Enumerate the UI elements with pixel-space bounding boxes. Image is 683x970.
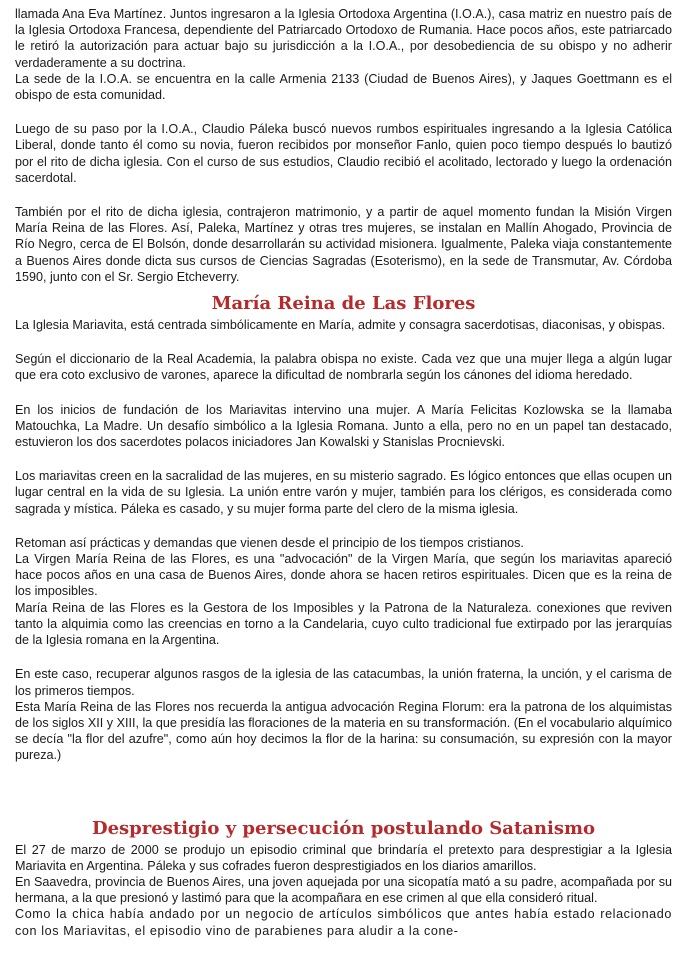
section1-paragraph-9: Esta María Reina de las Flores nos recuerda la antigua advocación Regina Florum: era la patrona de los alquimistas de los siglos XII y XIII, la que presidía las floraciones de la materia en su transformación. (En el vocabulario alquímico se decía "la flor del azufre", como aún hoy decimos la flor de la harina: su consumación, su expresión con la mayor pureza.): [15, 699, 672, 763]
section1-paragraph-6: La Virgen María Reina de las Flores, es una "advocación" de la Virgen María, que según los mariavitas apareció hace pocos años en una casa de Buenos Aires, donde ahora se hacen retiros espirituales. Dicen que es la reina de los imposibles.: [15, 552, 672, 599]
section-spacer: [15, 782, 672, 816]
intro-paragraph-2: La sede de la I.O.A. se encuentra en la calle Armenia 2133 (Ciudad de Buenos Aires), y Jaques Goettmann es el obispo de esta comunidad.: [15, 71, 672, 103]
section1-paragraph-2: Según el diccionario de la Real Academia, la palabra obispa no existe. Cada vez que una mujer llega a algún lugar que era coto exclusivo de varones, aparece la dificultad de nombrarla según los cánones del idioma heredado.: [15, 352, 672, 383]
section1-paragraph-7: María Reina de las Flores es la Gestora de los Imposibles y la Patrona de la Naturaleza. conexiones que reviven tanto la alquimia como las creencias en torno a la Candelaria, cuyo culto tradicional fue extirpado por las jerarquías de la Iglesia romana en la Argentina.: [15, 600, 672, 648]
section1-paragraph-8: En este caso, recuperar algunos rasgos de la iglesia de las catacumbas, la unión fraterna, la unción, y el carisma de los primeros tiempos.: [15, 667, 672, 698]
intro-paragraph-4: También por el rito de dicha iglesia, contrajeron matrimonio, y a partir de aquel momento fundan la Misión Virgen María Reina de las Flores. Así, Paleka, Martínez y otras tres mujeres, se instalan en Mallín Ahogado, Provincia de Río Negro, cerca de El Bolsón, donde desarrollarán su actividad misionera. Igualmente, Paleka viaja constantemente a Buenos Aires donde dicta sus cursos de Ciencias Sagradas (Esoterismo), en la sede de Transmutar, Av. Córdoba 1590, junto con el Sr. Sergio Etcheverry.: [15, 205, 672, 284]
section-title-maria-reina: María Reina de Las Flores: [211, 293, 476, 315]
section1-paragraph-4: Los mariavitas creen en la sacralidad de las mujeres, en su misterio sagrado. Es lógico entonces que ellas ocupen un lugar central en la vida de su Iglesia. La unión entre varón y mujer, también para los clérigos, es considerada como sagrada y mística. Páleka es casado, y su mujer forma parte del clero de la misma iglesia.: [15, 469, 672, 516]
section1-paragraph-3: En los inicios de fundación de los Mariavitas intervino una mujer. A María Felicitas Kozlowska se la llamaba Matouchka, La Madre. Un desafío simbólico a la Iglesia Romana. Junto a ella, pero no en un papel tan destacado, estuvieron los dos sacerdotes polacos iniciadores Jan Kowalski y Stanislas Procnievski.: [15, 402, 672, 450]
section-title-desprestigio: Desprestigio y persecución postulando Satanismo: [91, 817, 596, 839]
section2-paragraph-2: En Saavedra, provincia de Buenos Aires, una joven aquejada por una sicopatía mató a su padre, acompañada por su hermana, a la que presionó y lastimó para que la acompañara en ese crimen al que ella consideró ritual.: [15, 874, 672, 906]
section2-paragraph-1: El 27 de marzo de 2000 se produjo un episodio criminal que brindaría el pretexto para desprestigiar a la Iglesia Mariavita en Argentina. Páleka y sus cofrades fueron desprestigiados en los diarios amarillos.: [15, 842, 672, 873]
section1-paragraph-1: La Iglesia Mariavita, está centrada simbólicamente en María, admite y consagra sacerdotisas, diaconisas, y obispas.: [15, 318, 666, 333]
section1-paragraph-5: Retoman así prácticas y demandas que vienen desde el principio de los tiempos cristianos.: [15, 535, 524, 550]
document-page: [15, 6, 672, 939]
intro-paragraph-3: Luego de su paso por la I.O.A., Claudio Páleka buscó nuevos rumbos espirituales ingresando a la Iglesia Católica Liberal, donde tanto él como su novia, fueron recibidos por monseñor Fanlo, quien poco tiempo después lo bautizó por el rito de dicha iglesia. Con el curso de sus estudios, Claudio recibió el acolitado, lectorado y luego la ordenación sacerdotal.: [15, 122, 672, 185]
intro-paragraph-1: llamada Ana Eva Martínez. Juntos ingresaron a la Iglesia Ortodoxa Argentina (I.O.A.), casa matriz en nuestro país de la Iglesia Ortodoxa Francesa, dependiente del Patriarcado Ortodoxo de Rumania. Hace pocos años, este patriarcado le retiró la autorización para actuar bajo su jurisdicción a la I.O.A., por desobediencia de su obispo y no adherir verdaderamente a su doctrina.: [15, 7, 672, 70]
section2-paragraph-3: Como la chica había andado por un negocio de artículos simbólicos que antes había estado relacionado con los Mariavitas, el episodio vino de parabienes para aludir a la cone-: [15, 907, 672, 938]
